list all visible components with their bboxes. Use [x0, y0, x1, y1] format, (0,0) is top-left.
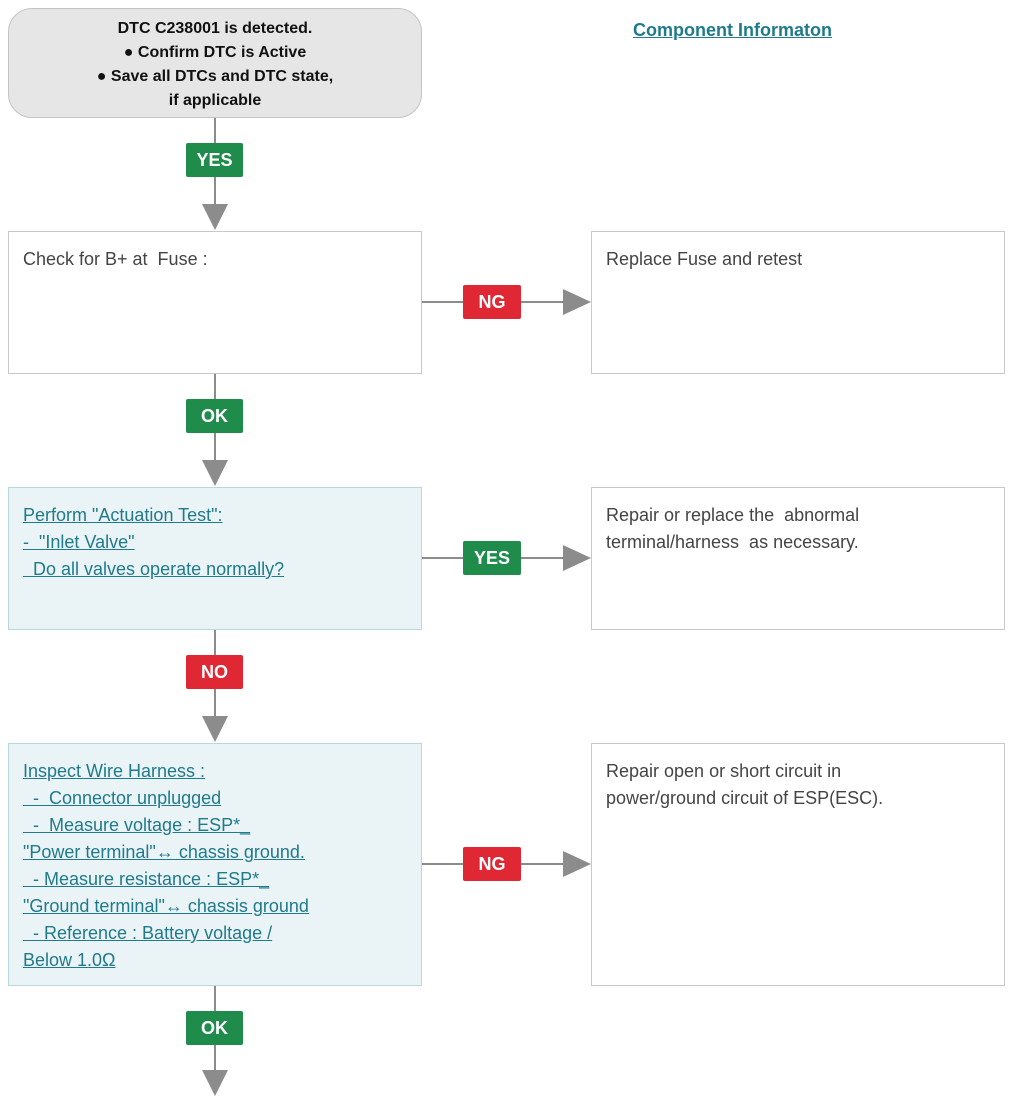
fuse-result-text: Replace Fuse and retest — [606, 249, 803, 269]
yes-badge: YES — [186, 143, 243, 177]
harness-line-3[interactable]: - Measure voltage : ESP*_ — [23, 815, 251, 835]
harness-result-box — [591, 743, 1005, 986]
fuse-result-box — [591, 231, 1005, 374]
arrow-down-icon — [202, 1070, 228, 1096]
harness-result-line-1: Repair open or short circuit in — [606, 761, 842, 781]
ok-badge: OK — [186, 399, 243, 433]
fuse-check-box — [8, 231, 422, 374]
arrow-right-icon — [563, 545, 591, 571]
yes-badge: YES — [463, 541, 521, 575]
arrow-down-icon — [202, 716, 228, 742]
no-badge: NO — [186, 655, 243, 689]
harness-result-line-2: power/ground circuit of ESP(ESC). — [606, 788, 884, 808]
harness-line-4[interactable]: "Power terminal"↔ chassis ground. — [23, 842, 305, 862]
harness-line-5[interactable]: - Measure resistance : ESP*_ — [23, 869, 270, 889]
actuation-line-2[interactable]: - "Inlet Valve" — [23, 532, 135, 552]
arrow-down-icon — [202, 204, 228, 230]
start-node — [8, 8, 422, 118]
ok-badge: OK — [186, 1011, 243, 1045]
actuation-result-box — [591, 487, 1005, 630]
fuse-check-text: Check for B+ at Fuse : — [23, 249, 208, 269]
ng-badge: NG — [463, 285, 521, 319]
harness-line-7[interactable]: - Reference : Battery voltage / — [23, 923, 273, 943]
arrow-right-icon — [563, 289, 591, 315]
ng-badge: NG — [463, 847, 521, 881]
actuation-result-line-1: Repair or replace the abnormal — [606, 505, 860, 525]
actuation-test-box — [8, 487, 422, 630]
harness-line-6[interactable]: "Ground terminal"↔ chassis ground — [23, 896, 309, 916]
harness-line-8[interactable]: Below 1.0Ω — [23, 950, 116, 970]
wire-harness-box — [8, 743, 422, 986]
start-line-4: if applicable — [168, 92, 262, 109]
harness-line-1[interactable]: Inspect Wire Harness : — [23, 761, 206, 781]
actuation-line-1[interactable]: Perform "Actuation Test": — [23, 505, 223, 525]
start-line-2: ● Confirm DTC is Active — [123, 44, 307, 61]
arrow-down-icon — [202, 460, 228, 486]
actuation-line-3[interactable]: Do all valves operate normally? — [23, 559, 285, 579]
harness-line-2[interactable]: - Connector unplugged — [23, 788, 222, 808]
actuation-result-line-2: terminal/harness as necessary. — [606, 532, 859, 552]
start-line-3: ● Save all DTCs and DTC state, — [96, 68, 334, 85]
start-line-1: DTC C238001 is detected. — [117, 20, 313, 37]
arrow-right-icon — [563, 851, 591, 877]
component-information-link[interactable]: Component Informaton — [633, 20, 832, 40]
